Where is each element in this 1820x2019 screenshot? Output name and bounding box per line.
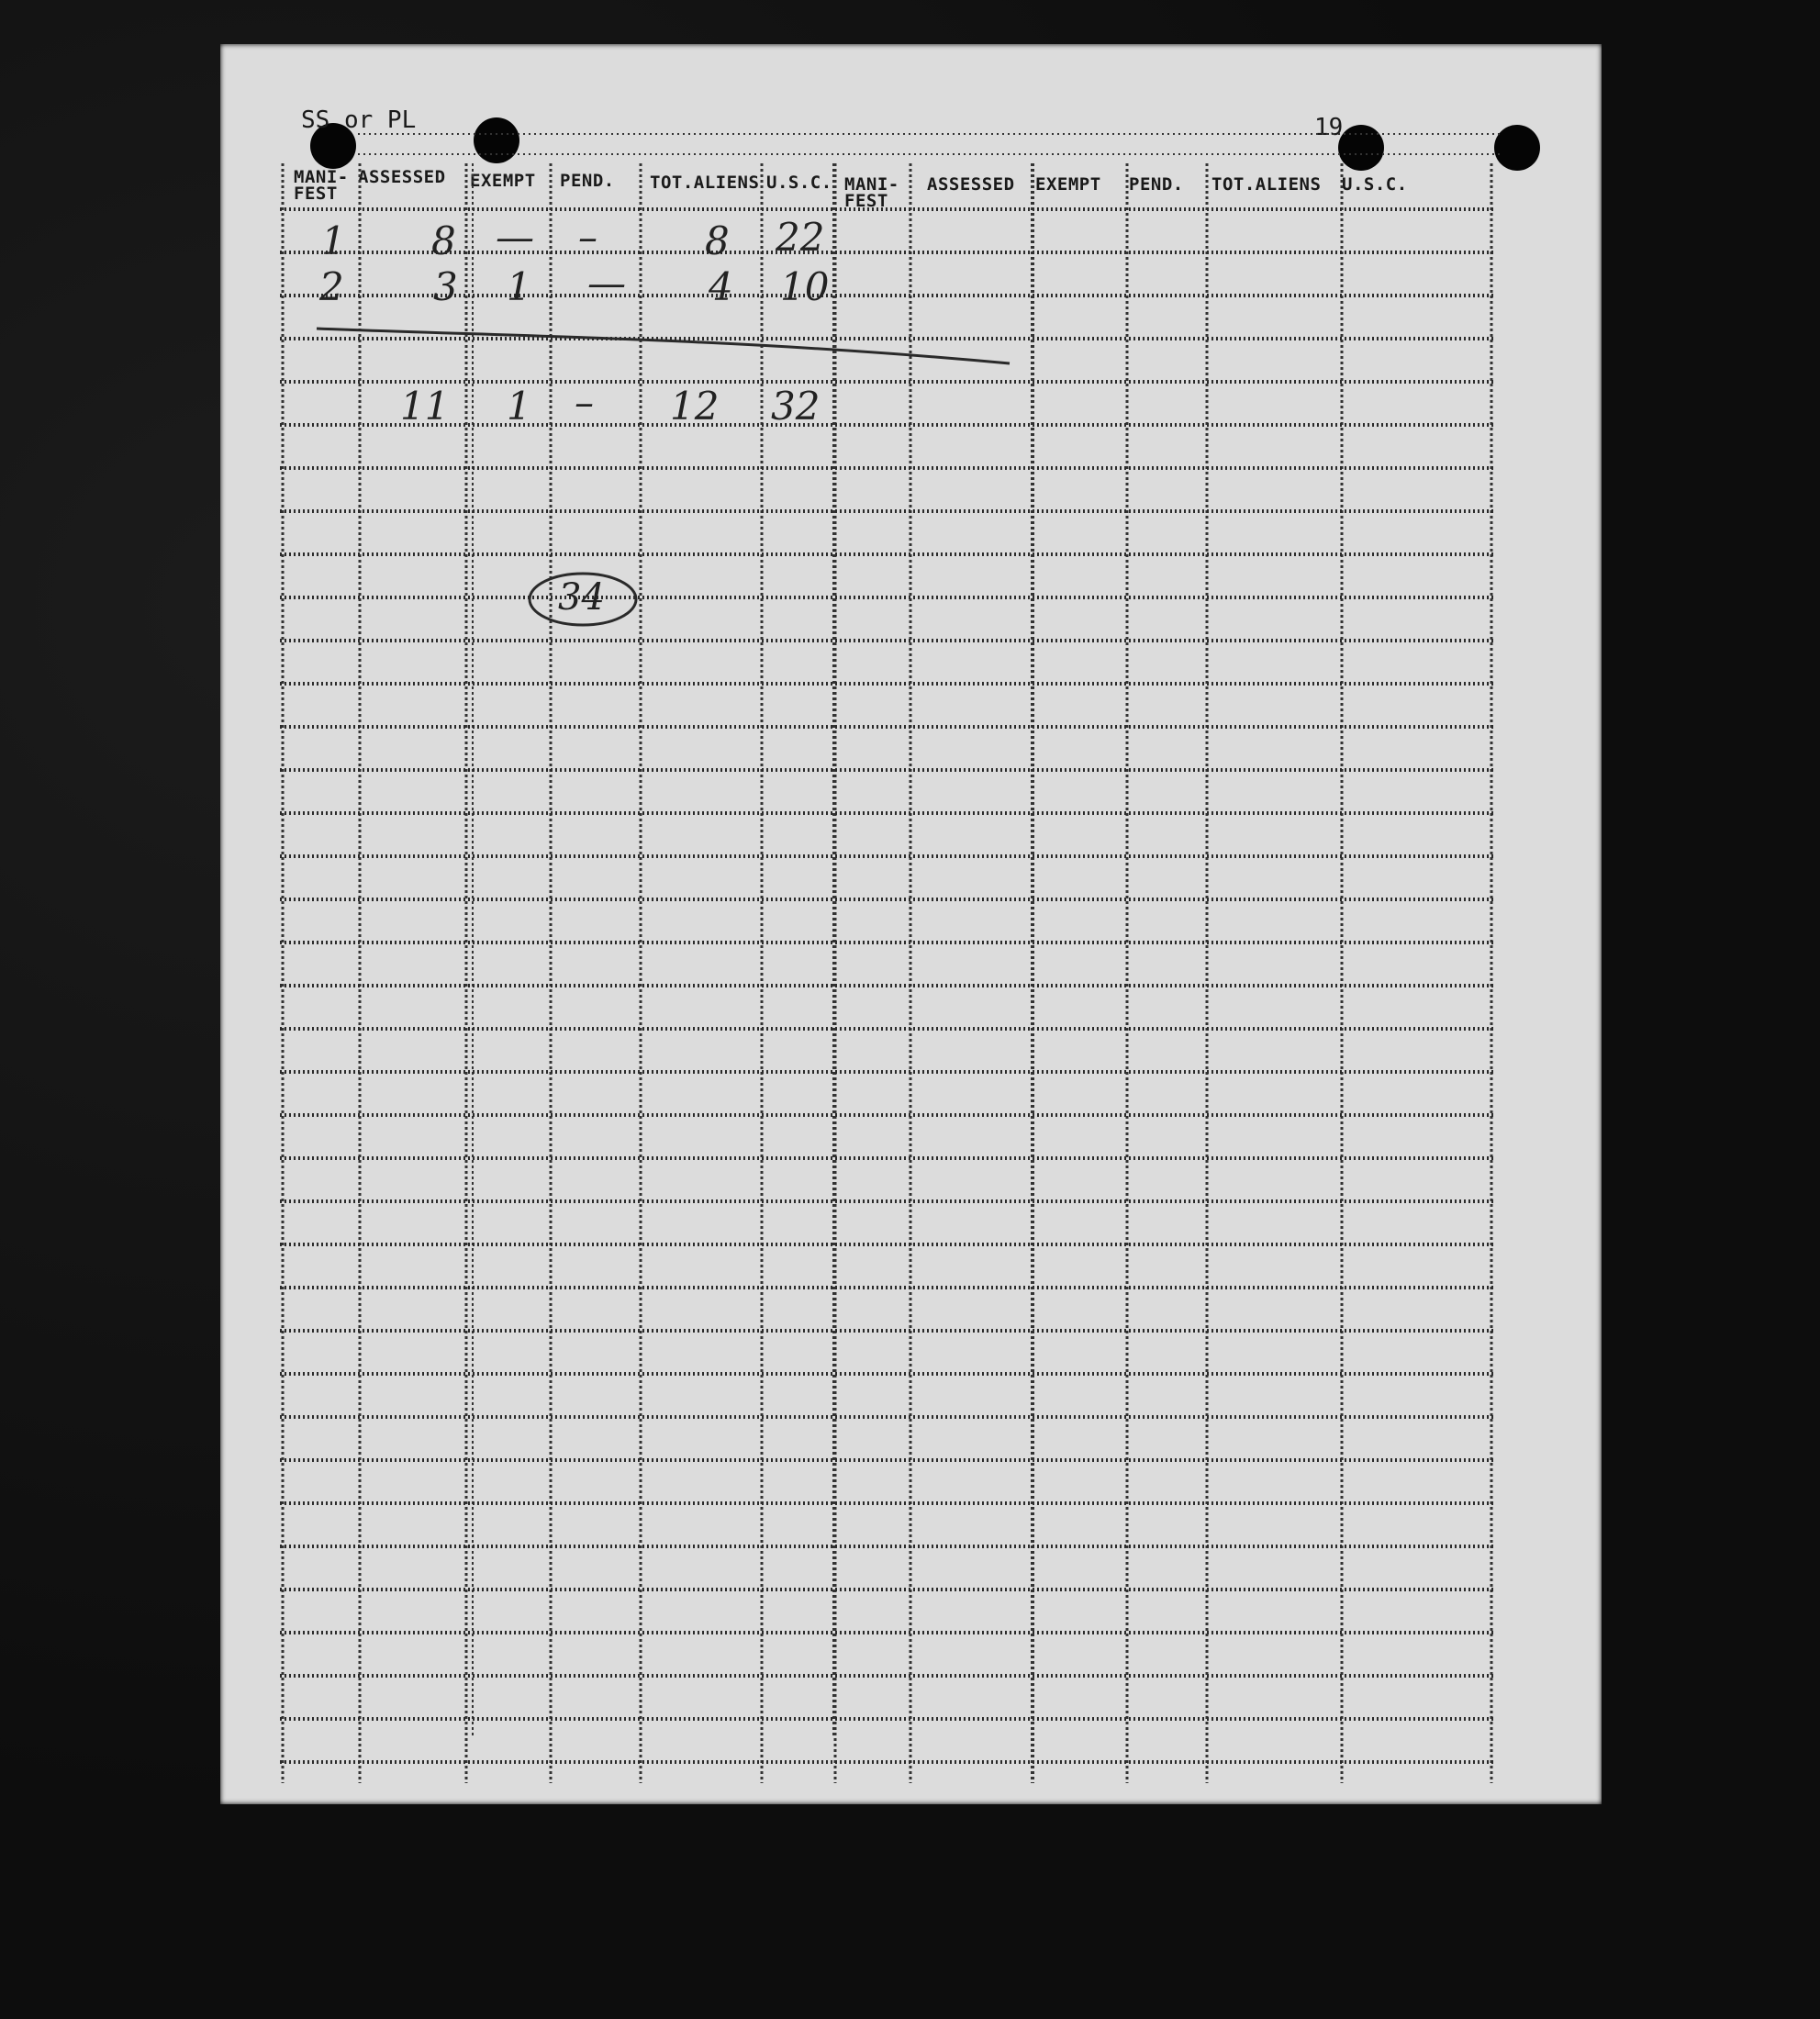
header-usc-1: U.S.C. bbox=[766, 173, 832, 193]
row1-manifest: 1 bbox=[321, 218, 346, 263]
row2-exempt: 1 bbox=[507, 264, 531, 309]
total-aliens: 12 bbox=[670, 384, 720, 429]
header-pend-1: PEND. bbox=[560, 171, 615, 191]
total-pend: – bbox=[575, 380, 594, 425]
year-label: 19 bbox=[1314, 114, 1344, 141]
header-manifest-1b: FEST bbox=[294, 184, 338, 204]
header-pend-2: PEND. bbox=[1129, 174, 1184, 195]
header-usc-2: U.S.C. bbox=[1342, 174, 1408, 195]
header-manifest-1: MANI- bbox=[294, 167, 349, 187]
header-exempt-2: EXEMPT bbox=[1035, 174, 1101, 195]
row1-usc: 22 bbox=[776, 215, 825, 260]
circled-number: 34 bbox=[558, 576, 605, 619]
header-assessed-2: ASSESSED bbox=[927, 174, 1015, 195]
row1-pend: – bbox=[578, 215, 597, 260]
row2-manifest: 2 bbox=[319, 264, 344, 309]
header-manifest-2: MANI- bbox=[844, 174, 899, 195]
form-sheet bbox=[220, 44, 1602, 1804]
total-exempt: 1 bbox=[507, 384, 531, 429]
row1-assessed: 8 bbox=[431, 218, 456, 263]
total-assessed: 11 bbox=[400, 384, 450, 429]
row2-pend: — bbox=[587, 261, 626, 306]
handwritten-underline bbox=[220, 44, 1602, 1804]
header-total-aliens-2: TOT.ALIENS bbox=[1211, 174, 1322, 195]
row2-assessed: 3 bbox=[433, 264, 458, 309]
row2-usc: 10 bbox=[780, 264, 830, 309]
header-exempt-1: EXEMPT bbox=[470, 171, 536, 191]
row1-exempt: — bbox=[496, 215, 534, 260]
total-usc: 32 bbox=[771, 384, 821, 429]
row2-total-aliens: 4 bbox=[709, 264, 733, 309]
header-assessed-1: ASSESSED bbox=[358, 167, 446, 187]
header-total-aliens-1: TOT.ALIENS bbox=[650, 173, 760, 193]
vessel-label: SS or PL bbox=[301, 106, 417, 134]
row1-total-aliens: 8 bbox=[705, 218, 730, 263]
header-manifest-2b: FEST bbox=[844, 191, 888, 211]
